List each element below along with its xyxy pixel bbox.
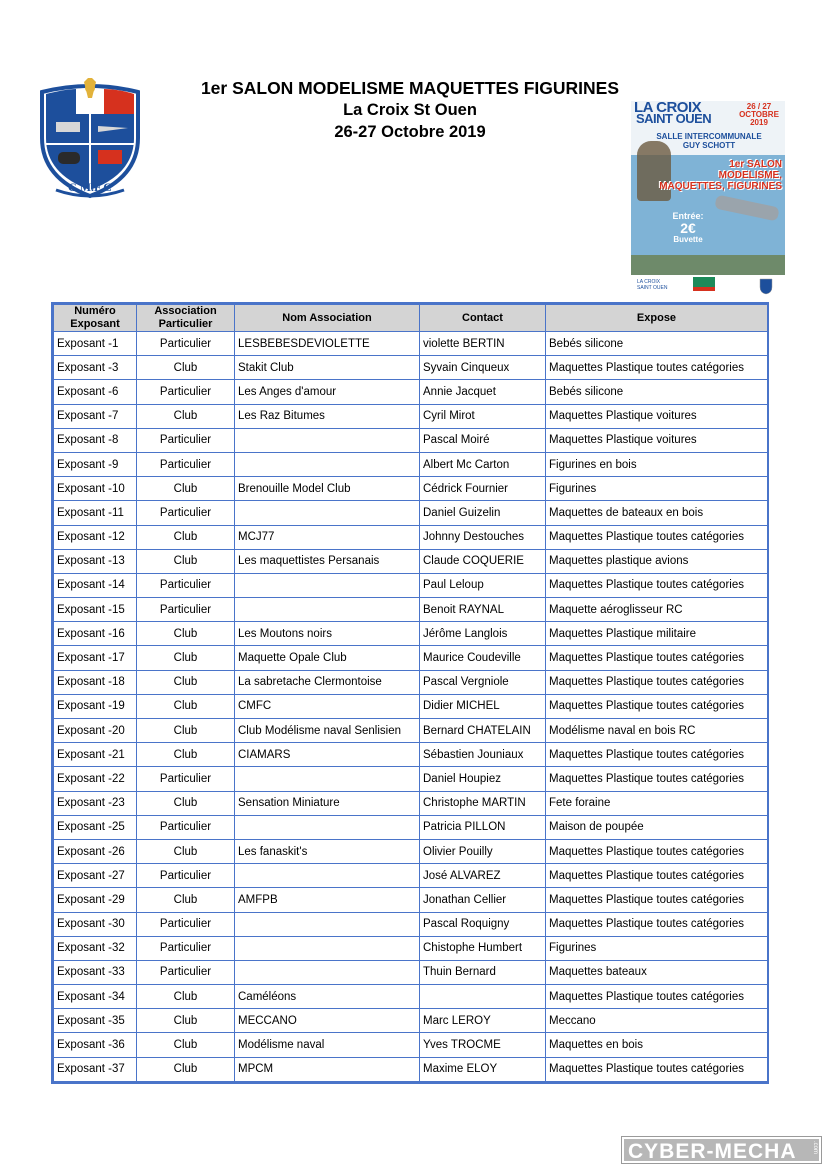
cell-contact: Jonathan Cellier <box>420 888 546 912</box>
cell-expose: Maquettes Plastique toutes catégories <box>546 864 768 888</box>
cell-expose: Maquettes Plastique toutes catégories <box>546 888 768 912</box>
cell-association-type: Club <box>137 1033 235 1057</box>
cell-association-name <box>235 815 420 839</box>
cell-expose: Maquettes bateaux <box>546 960 768 984</box>
cell-expose: Maquettes Plastique toutes catégories <box>546 573 768 597</box>
cell-association-name: Les maquettistes Persanais <box>235 549 420 573</box>
poster-salon-line3: MAQUETTES, FIGURINES <box>659 181 782 192</box>
cell-contact: violette BERTIN <box>420 332 546 356</box>
cell-association-type: Club <box>137 719 235 743</box>
cell-association-name <box>235 598 420 622</box>
cell-contact: Paul Leloup <box>420 573 546 597</box>
table-row <box>54 380 768 404</box>
cell-exposant-number: Exposant -26 <box>54 839 137 863</box>
table-row <box>54 719 768 743</box>
table-row <box>54 839 768 863</box>
cell-association-type: Club <box>137 985 235 1009</box>
cell-association-name: Les Anges d'amour <box>235 380 420 404</box>
cell-expose: Maquettes Plastique toutes catégories <box>546 743 768 767</box>
poster-venue-line1: SALLE INTERCOMMUNALE <box>656 132 762 141</box>
poster-salon-line1: 1er SALON <box>729 159 782 170</box>
cell-association-type: Club <box>137 839 235 863</box>
table-row <box>54 791 768 815</box>
cell-exposant-number: Exposant -9 <box>54 452 137 476</box>
cell-exposant-number: Exposant -34 <box>54 985 137 1009</box>
cell-contact: Daniel Guizelin <box>420 501 546 525</box>
cell-contact: Syvain Cinqueux <box>420 356 546 380</box>
table-row <box>54 477 768 501</box>
header-association-name: Nom Association <box>235 305 420 332</box>
table-row <box>54 1009 768 1033</box>
cell-contact: José ALVAREZ <box>420 864 546 888</box>
table-row <box>54 332 768 356</box>
cell-association-type: Club <box>137 1057 235 1081</box>
cell-expose: Maquettes Plastique toutes catégories <box>546 985 768 1009</box>
cell-expose: Maquettes Plastique toutes catégories <box>546 670 768 694</box>
cell-contact: Pascal Roquigny <box>420 912 546 936</box>
cell-association-type: Particulier <box>137 380 235 404</box>
cell-association-name: CIAMARS <box>235 743 420 767</box>
cell-association-name: Les fanaskit's <box>235 839 420 863</box>
table-row <box>54 549 768 573</box>
table-row <box>54 694 768 718</box>
table-row <box>54 815 768 839</box>
cell-association-name: Maquette Opale Club <box>235 646 420 670</box>
cell-association-type: Particulier <box>137 936 235 960</box>
cell-exposant-number: Exposant -10 <box>54 477 137 501</box>
cell-association-name: MECCANO <box>235 1009 420 1033</box>
cell-exposant-number: Exposant -36 <box>54 1033 137 1057</box>
cell-association-type: Particulier <box>137 960 235 984</box>
table-body <box>54 332 768 1082</box>
cell-association-name: Les Raz Bitumes <box>235 404 420 428</box>
cell-expose: Bebés silicone <box>546 332 768 356</box>
cell-association-type: Club <box>137 356 235 380</box>
table-row <box>54 960 768 984</box>
cell-contact: Annie Jacquet <box>420 380 546 404</box>
header-exposant-number: Numéro Exposant <box>54 305 137 332</box>
cell-contact: Patricia PILLON <box>420 815 546 839</box>
cell-association-name <box>235 573 420 597</box>
cell-expose: Maison de poupée <box>546 815 768 839</box>
cell-contact: Benoit RAYNAL <box>420 598 546 622</box>
cell-expose: Maquettes Plastique militaire <box>546 622 768 646</box>
cell-expose: Figurines <box>546 477 768 501</box>
cell-association-type: Club <box>137 1009 235 1033</box>
cell-expose: Maquettes Plastique voitures <box>546 428 768 452</box>
cell-association-name: AMFPB <box>235 888 420 912</box>
table-row <box>54 356 768 380</box>
cell-association-name <box>235 864 420 888</box>
poster-entry-label: Entrée: <box>672 211 704 221</box>
table-header-row <box>54 305 768 332</box>
cell-contact: Daniel Houpiez <box>420 767 546 791</box>
document-location: La Croix St Ouen <box>343 101 477 119</box>
table-row <box>54 646 768 670</box>
cell-exposant-number: Exposant -8 <box>54 428 137 452</box>
cell-association-type: Club <box>137 694 235 718</box>
cell-expose: Maquettes Plastique toutes catégories <box>546 646 768 670</box>
cell-expose: Figurines en bois <box>546 452 768 476</box>
cell-association-type: Club <box>137 477 235 501</box>
cell-exposant-number: Exposant -3 <box>54 356 137 380</box>
table-row <box>54 573 768 597</box>
document-dates: 26-27 Octobre 2019 <box>334 123 486 141</box>
cell-association-type: Club <box>137 888 235 912</box>
cell-expose: Maquettes Plastique toutes catégories <box>546 694 768 718</box>
poster-buvette: Buvette <box>673 235 703 244</box>
table-row <box>54 525 768 549</box>
cell-exposant-number: Exposant -22 <box>54 767 137 791</box>
cell-expose: Meccano <box>546 1009 768 1033</box>
cell-expose: Maquettes Plastique toutes catégories <box>546 525 768 549</box>
cell-association-name <box>235 501 420 525</box>
cell-association-type: Particulier <box>137 767 235 791</box>
cell-expose: Maquettes plastique avions <box>546 549 768 573</box>
cell-contact: Maurice Coudeville <box>420 646 546 670</box>
cell-expose: Maquettes Plastique voitures <box>546 404 768 428</box>
cell-association-type: Particulier <box>137 573 235 597</box>
cell-contact: Didier MICHEL <box>420 694 546 718</box>
cell-association-name <box>235 936 420 960</box>
cell-expose: Maquettes en bois <box>546 1033 768 1057</box>
cell-exposant-number: Exposant -23 <box>54 791 137 815</box>
poster-date-days: 26 / 27 <box>746 102 772 111</box>
cell-association-name <box>235 428 420 452</box>
cell-exposant-number: Exposant -12 <box>54 525 137 549</box>
exhibitors-table-container <box>51 302 769 1084</box>
cell-expose: Maquette aéroglisseur RC <box>546 598 768 622</box>
event-poster <box>631 101 785 299</box>
cell-association-type: Club <box>137 670 235 694</box>
logo-caption: C.M.F.C <box>68 180 112 194</box>
poster-venue-line2: GUY SCHOTT <box>682 141 736 150</box>
cell-association-type: Particulier <box>137 864 235 888</box>
cell-association-type: Club <box>137 549 235 573</box>
table-row <box>54 622 768 646</box>
cell-expose: Maquettes Plastique toutes catégories <box>546 912 768 936</box>
cell-exposant-number: Exposant -7 <box>54 404 137 428</box>
table-row <box>54 864 768 888</box>
poster-sponsor-strip <box>631 275 785 299</box>
poster-date <box>735 103 783 127</box>
cell-association-type: Club <box>137 622 235 646</box>
cell-exposant-number: Exposant -14 <box>54 573 137 597</box>
cell-exposant-number: Exposant -19 <box>54 694 137 718</box>
cell-association-type: Particulier <box>137 332 235 356</box>
cell-association-name: CMFC <box>235 694 420 718</box>
small-crest-icon <box>759 277 773 295</box>
cell-association-name: MPCM <box>235 1057 420 1081</box>
cell-expose: Figurines <box>546 936 768 960</box>
cell-expose: Modélisme naval en bois RC <box>546 719 768 743</box>
cell-exposant-number: Exposant -16 <box>54 622 137 646</box>
cell-exposant-number: Exposant -37 <box>54 1057 137 1081</box>
cell-exposant-number: Exposant -6 <box>54 380 137 404</box>
table-row <box>54 888 768 912</box>
poster-airplane-icon <box>714 194 780 221</box>
cell-expose: Maquettes Plastique toutes catégories <box>546 356 768 380</box>
cell-contact: Albert Mc Carton <box>420 452 546 476</box>
poster-date-month: OCTOBRE <box>739 110 779 119</box>
cell-contact: Marc LEROY <box>420 1009 546 1033</box>
cell-exposant-number: Exposant -35 <box>54 1009 137 1033</box>
poster-title-line2: SAINT OUEN <box>636 111 712 126</box>
cell-exposant-number: Exposant -11 <box>54 501 137 525</box>
header-contact: Contact <box>420 305 546 332</box>
cell-association-name <box>235 912 420 936</box>
cell-association-name: LESBEBESDEVIOLETTE <box>235 332 420 356</box>
cell-association-name: Brenouille Model Club <box>235 477 420 501</box>
cell-contact: Claude COQUERIE <box>420 549 546 573</box>
table-row <box>54 501 768 525</box>
cell-contact <box>420 985 546 1009</box>
cell-association-type: Club <box>137 791 235 815</box>
cell-exposant-number: Exposant -29 <box>54 888 137 912</box>
cell-association-name <box>235 452 420 476</box>
cell-exposant-number: Exposant -13 <box>54 549 137 573</box>
poster-salon-line2: MODELISME, <box>718 170 782 181</box>
cell-contact: Thuin Bernard <box>420 960 546 984</box>
cell-exposant-number: Exposant -1 <box>54 332 137 356</box>
cell-exposant-number: Exposant -17 <box>54 646 137 670</box>
cell-exposant-number: Exposant -21 <box>54 743 137 767</box>
poster-salon-text <box>631 159 785 192</box>
cell-contact: Johnny Destouches <box>420 525 546 549</box>
header-association-type: Association Particulier <box>137 305 235 332</box>
table-row <box>54 936 768 960</box>
document-title: 1er SALON MODELISME MAQUETTES FIGURINES <box>200 78 620 98</box>
table-row <box>54 767 768 791</box>
table-row <box>54 1057 768 1081</box>
cell-association-type: Particulier <box>137 501 235 525</box>
cell-association-type: Particulier <box>137 598 235 622</box>
cell-association-name <box>235 767 420 791</box>
cell-exposant-number: Exposant -30 <box>54 912 137 936</box>
watermark-suffix: .com <box>812 1141 818 1155</box>
cell-association-name: Stakit Club <box>235 356 420 380</box>
cell-contact: Olivier Pouilly <box>420 839 546 863</box>
cell-expose: Maquettes Plastique toutes catégories <box>546 839 768 863</box>
cell-contact: Christophe MARTIN <box>420 791 546 815</box>
table-row <box>54 670 768 694</box>
cell-exposant-number: Exposant -33 <box>54 960 137 984</box>
club-logo <box>36 78 144 200</box>
table-row <box>54 428 768 452</box>
cell-expose: Bebés silicone <box>546 380 768 404</box>
cell-association-name: MCJ77 <box>235 525 420 549</box>
poster-title-line1: LA CROIX <box>634 101 702 116</box>
cell-association-name: Les Moutons noirs <box>235 622 420 646</box>
site-watermark <box>622 1137 821 1163</box>
cell-expose: Maquettes de bateaux en bois <box>546 501 768 525</box>
cell-contact: Pascal Moiré <box>420 428 546 452</box>
cell-association-type: Club <box>137 646 235 670</box>
bank-logo-icon <box>693 277 715 291</box>
cell-contact: Jérôme Langlois <box>420 622 546 646</box>
cell-association-name: Caméléons <box>235 985 420 1009</box>
cell-association-name <box>235 960 420 984</box>
cell-contact: Chistophe Humbert <box>420 936 546 960</box>
header-expose: Expose <box>546 305 768 332</box>
table-row <box>54 452 768 476</box>
cell-exposant-number: Exposant -27 <box>54 864 137 888</box>
cell-association-type: Club <box>137 404 235 428</box>
cell-expose: Maquettes Plastique toutes catégories <box>546 1057 768 1081</box>
table-row <box>54 404 768 428</box>
poster-town-logo: LA CROIX SAINT OUEN <box>637 279 668 291</box>
table-row <box>54 743 768 767</box>
cell-association-name: Sensation Miniature <box>235 791 420 815</box>
poster-date-year: 2019 <box>750 118 768 127</box>
table-row <box>54 1033 768 1057</box>
cell-exposant-number: Exposant -32 <box>54 936 137 960</box>
cell-exposant-number: Exposant -25 <box>54 815 137 839</box>
cell-exposant-number: Exposant -18 <box>54 670 137 694</box>
cell-contact: Maxime ELOY <box>420 1057 546 1081</box>
cell-contact: Bernard CHATELAIN <box>420 719 546 743</box>
cell-contact: Cédrick Fournier <box>420 477 546 501</box>
cell-contact: Pascal Vergniole <box>420 670 546 694</box>
exhibitors-table <box>53 304 768 1082</box>
table-row <box>54 985 768 1009</box>
cell-exposant-number: Exposant -20 <box>54 719 137 743</box>
cell-association-name: La sabretache Clermontoise <box>235 670 420 694</box>
cell-contact: Sébastien Jouniaux <box>420 743 546 767</box>
cell-association-name: Club Modélisme naval Senlisien <box>235 719 420 743</box>
cell-expose: Fete foraine <box>546 791 768 815</box>
cell-association-type: Particulier <box>137 815 235 839</box>
cell-association-name: Modélisme naval <box>235 1033 420 1057</box>
cell-contact: Cyril Mirot <box>420 404 546 428</box>
table-row <box>54 912 768 936</box>
cell-association-type: Particulier <box>137 452 235 476</box>
document-header <box>150 77 670 143</box>
cell-association-type: Club <box>137 525 235 549</box>
cell-exposant-number: Exposant -15 <box>54 598 137 622</box>
cell-association-type: Club <box>137 743 235 767</box>
cell-contact: Yves TROCME <box>420 1033 546 1057</box>
table-row <box>54 598 768 622</box>
poster-entry-price <box>661 211 715 245</box>
cell-association-type: Particulier <box>137 428 235 452</box>
watermark-text: CYBER-MECHA <box>628 1140 797 1163</box>
cell-expose: Maquettes Plastique toutes catégories <box>546 767 768 791</box>
cell-association-type: Particulier <box>137 912 235 936</box>
poster-entry-amount: 2€ <box>680 220 696 236</box>
